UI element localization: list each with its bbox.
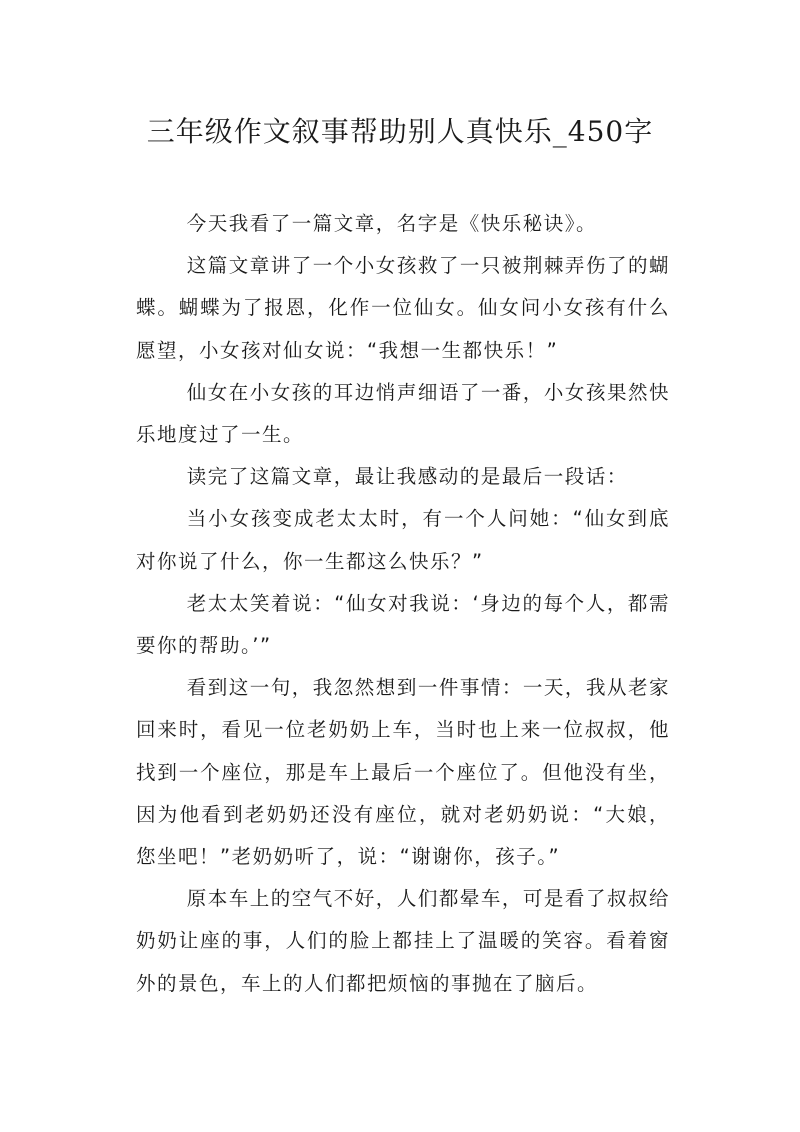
paragraph-4: 读完了这篇文章，最让我感动的是最后一段话： [186, 465, 628, 489]
paragraph-6: 老太太笑着说：“仙女对我说：‘身边的每个人，都需要你的帮助。’” [136, 591, 670, 658]
paragraph-2: 这篇文章讲了一个小女孩救了一只被荆棘弄伤了的蝴蝶。蝴蝶为了报恩，化作一位仙女。仙女问小女孩有什么愿望，小女孩对仙女说：“我想一生都快乐！” [136, 254, 670, 362]
document-body [136, 203, 670, 1005]
paragraph-5: 当小女孩变成老太太时，有一个人问她：“仙女到底对你说了什么，你一生都这么快乐？” [136, 507, 670, 573]
paragraph-1: 今天我看了一篇文章，名字是《快乐秘诀》。 [186, 212, 597, 235]
page-title: 三年级作文叙事帮助别人真快乐_450字 [146, 115, 654, 148]
paragraph-8: 原本车上的空气不好，人们都晕车，可是看了叔叔给奶奶让座的事，人们的脸上都挂上了温暖的笑容。看着窗外的景色，车上的人们都把烦恼的事抛在了脑后。 [136, 887, 670, 995]
paragraph-3: 仙女在小女孩的耳边悄声细语了一番，小女孩果然快乐地度过了一生。 [136, 380, 670, 447]
paragraph-7: 看到这一句，我忽然想到一件事情：一天，我从老家回来时，看见一位老奶奶上车，当时也上来一位叔叔，他找到一个座位，那是车上最后一个座位了。但他没有坐，因为他看到老奶奶还没有座位，就对老奶奶说：“大娘，您坐吧！”老奶奶听了，说：“谢谢你，孩子。” [136, 676, 670, 869]
